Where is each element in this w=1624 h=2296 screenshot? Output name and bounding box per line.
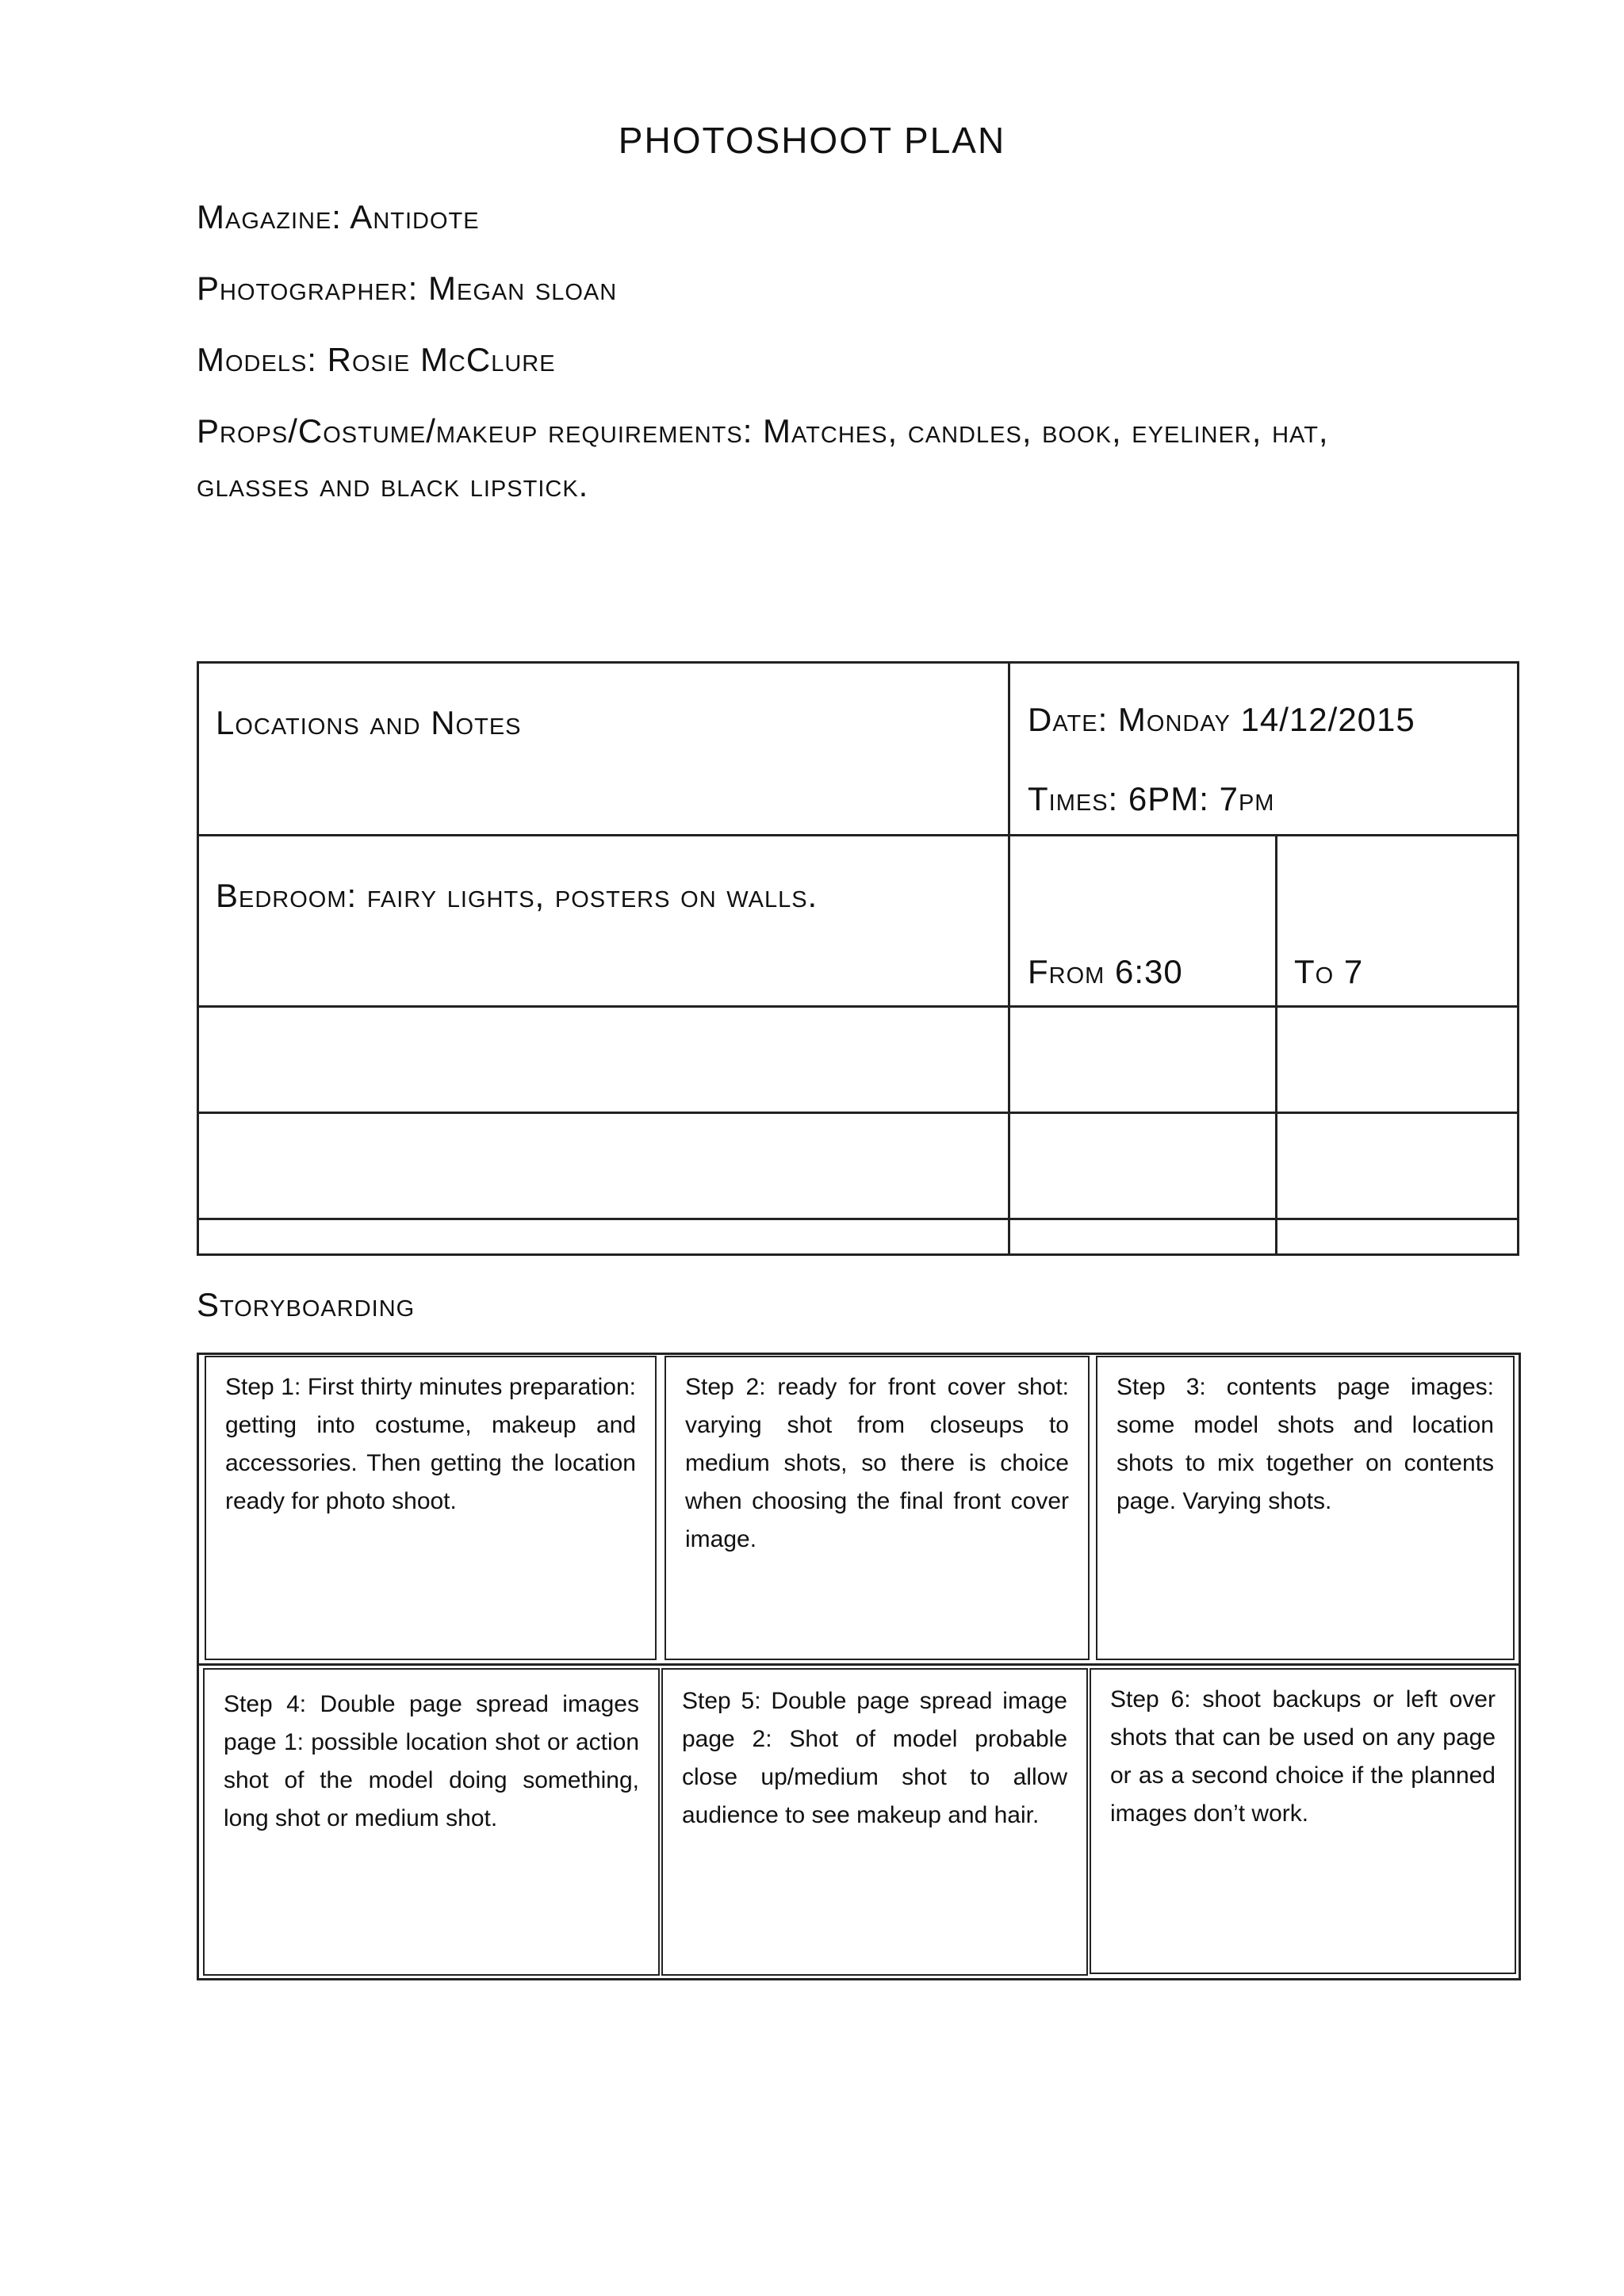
storyboarding-heading: Storyboarding [197,1286,416,1323]
magazine-field: Magazine: Antidote [197,198,480,235]
storyboard-step-3: Step 3: contents page images: some model shots and location shots to mix together on contents page. Varying shots. [1096,1356,1515,1660]
table-row-divider [197,1112,1519,1114]
table-column-divider [1008,661,1010,1256]
photographer-field: Photographer: Megan sloan [197,270,618,307]
props-field: Props/Costume/makeup requirements: Matches, candles, book, eyeliner, hat, [197,412,1329,450]
table-row-divider [197,1005,1519,1008]
props-field-continued: glasses and black lipstick. [197,466,589,503]
models-field: Models: Rosie McClure [197,341,556,378]
location-entry: Bedroom: fairy lights, posters on walls. [216,877,818,914]
table-column-divider [1275,834,1277,1256]
table-row-divider [197,1218,1519,1220]
table-row-divider [197,834,1519,836]
times-field: Times: 6PM: 7pm [1028,780,1275,817]
storyboard-step-2: Step 2: ready for front cover shot: varying shot from closeups to medium shots, so there is choice when choosing the final front cover image. [665,1356,1090,1660]
time-to: To 7 [1294,953,1364,990]
storyboard-step-5: Step 5: Double page spread image page 2: Shot of model probable close up/medium shot to allow audience to see makeup and hair. [661,1668,1088,1976]
date-field: Date: Monday 14/12/2015 [1028,701,1415,738]
page-title: PHOTOSHOOT PLAN [618,120,1006,161]
storyboard-step-6: Step 6: shoot backups or left over shots that can be used on any page or as a second choice if the planned images don’t work. [1090,1668,1516,1974]
storyboard-step-1: Step 1: First thirty minutes preparation: getting into costume, makeup and accessories. Then getting the location ready for photo shoot. [205,1356,657,1660]
time-from: From 6:30 [1028,953,1183,990]
locations-header: Locations and Notes [216,704,522,741]
storyboard-step-4: Step 4: Double page spread images page 1: possible location shot or action shot of the model doing something, long shot or medium shot. [203,1668,660,1976]
storyboard-row-divider [197,1663,1521,1666]
